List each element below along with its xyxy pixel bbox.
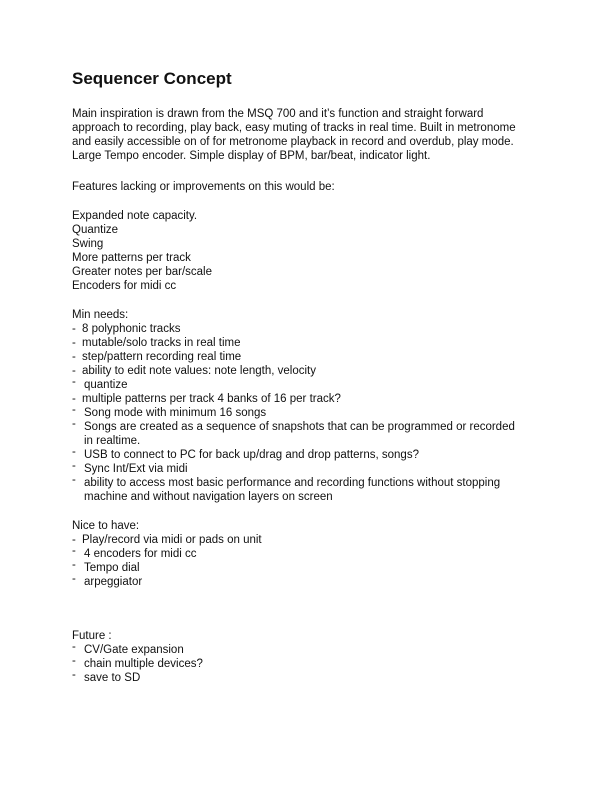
item-line: Songs are created as a sequence of snapshots that can be programmed or recorded: [84, 421, 515, 433]
item-line: CV/Gate expansion: [84, 644, 184, 656]
bullet-dash: -: [72, 393, 76, 405]
bullet-dash: -: [72, 474, 76, 486]
bullet-dash: -: [72, 641, 76, 653]
bullet-dash: -: [72, 337, 76, 349]
paragraph-line: Large Tempo encoder. Simple display of BPM, bar/beat, indicator light.: [72, 150, 431, 162]
paragraph-line: Main inspiration is drawn from the MSQ 700 and it’s function and straight forward: [72, 108, 484, 120]
bullet-dash: -: [72, 573, 76, 585]
section-nice-to-have: [72, 519, 542, 589]
item-line: Play/record via midi or pads on unit: [82, 534, 262, 546]
list-item: [72, 547, 542, 561]
item-line: multiple patterns per track 4 banks of 16 per track?: [82, 393, 341, 405]
item-line: 8 polyphonic tracks: [82, 323, 181, 335]
list-item: [72, 476, 542, 504]
features-heading: Features lacking or improvements on this would be:: [72, 181, 335, 193]
item-line: chain multiple devices?: [84, 658, 203, 670]
item-line: ability to edit note values: note length, velocity: [82, 365, 316, 377]
item-line: Sync Int/Ext via midi: [84, 463, 188, 475]
list-item: [72, 322, 542, 336]
section-heading: Nice to have:: [72, 520, 140, 532]
list-item-text: [82, 392, 542, 406]
item-line: arpeggiator: [84, 576, 143, 588]
item-line: quantize: [84, 379, 128, 391]
list-item-text: [82, 462, 542, 476]
item-line: mutable/solo tracks in real time: [82, 337, 241, 349]
bullet-dash: -: [72, 323, 76, 335]
item-line: machine and without navigation layers on screen: [84, 491, 333, 503]
bullet-dash: -: [72, 545, 76, 557]
section-future: [72, 629, 542, 685]
feature-list-line: Swing: [72, 238, 104, 250]
feature-list-line: Greater notes per bar/scale: [72, 266, 212, 278]
list-item-text: [82, 336, 542, 350]
feature-list-line: More patterns per track: [72, 252, 191, 264]
bullet-dash: -: [72, 460, 76, 472]
item-line: Song mode with minimum 16 songs: [84, 407, 267, 419]
list-item-text: [82, 476, 542, 504]
bullet-dash: -: [72, 669, 76, 681]
list-item-text: [82, 561, 542, 575]
list-item-text: [82, 350, 542, 364]
list-item: [72, 392, 542, 406]
paragraph-line: approach to recording, play back, easy muting of tracks in real time. Built in metronome: [72, 122, 516, 134]
section-heading: Min needs:: [72, 309, 129, 321]
bullet-sections: [72, 308, 542, 685]
item-line: Tempo dial: [84, 562, 140, 574]
intro-paragraph: [72, 107, 542, 163]
bullet-dash: -: [72, 376, 76, 388]
list-item: [72, 406, 542, 420]
item-line: save to SD: [84, 672, 141, 684]
item-line: step/pattern recording real time: [82, 351, 242, 363]
list-item: [72, 533, 542, 547]
list-item: [72, 336, 542, 350]
list-item: [72, 643, 542, 657]
list-item-text: [82, 448, 542, 462]
list-item: [72, 671, 542, 685]
list-item-text: [82, 406, 542, 420]
feature-list-line: Expanded note capacity.: [72, 210, 198, 222]
list-item: [72, 657, 542, 671]
bullet-dash: -: [72, 351, 76, 363]
bullet-dash: -: [72, 534, 76, 546]
bullet-dash: -: [72, 404, 76, 416]
list-item-text: [82, 671, 542, 685]
list-item: [72, 448, 542, 462]
list-item: [72, 561, 542, 575]
list-item: [72, 420, 542, 448]
list-item-text: [82, 322, 542, 336]
section-min-needs: [72, 308, 542, 504]
list-item: [72, 364, 542, 378]
list-item-text: [82, 420, 542, 448]
list-item-text: [82, 364, 542, 378]
bullet-dash: -: [72, 655, 76, 667]
item-line: in realtime.: [84, 435, 141, 447]
list-item: [72, 462, 542, 476]
list-item-text: [82, 378, 542, 392]
bullet-dash: -: [72, 559, 76, 571]
list-item-text: [82, 643, 542, 657]
bullet-dash: -: [72, 446, 76, 458]
list-item: [72, 378, 542, 392]
list-item-text: [82, 533, 542, 547]
bullet-dash: -: [72, 365, 76, 377]
features-list: [72, 209, 542, 293]
bullet-dash: -: [72, 418, 76, 430]
document-title: Sequencer Concept: [72, 69, 232, 88]
item-line: ability to access most basic performance and recording functions without stopping: [84, 477, 501, 489]
feature-list-line: Encoders for midi cc: [72, 280, 177, 292]
paragraph-line: and easily accessible on of for metronome playback in record and overdub, play mode.: [72, 136, 514, 148]
list-item-text: [82, 547, 542, 561]
section-heading: Future :: [72, 630, 112, 642]
list-item: [72, 575, 542, 589]
list-item-text: [82, 575, 542, 589]
feature-list-line: Quantize: [72, 224, 119, 236]
item-line: USB to connect to PC for back up/drag and drop patterns, songs?: [84, 449, 419, 461]
list-item: [72, 350, 542, 364]
item-line: 4 encoders for midi cc: [84, 548, 197, 560]
list-item-text: [82, 657, 542, 671]
